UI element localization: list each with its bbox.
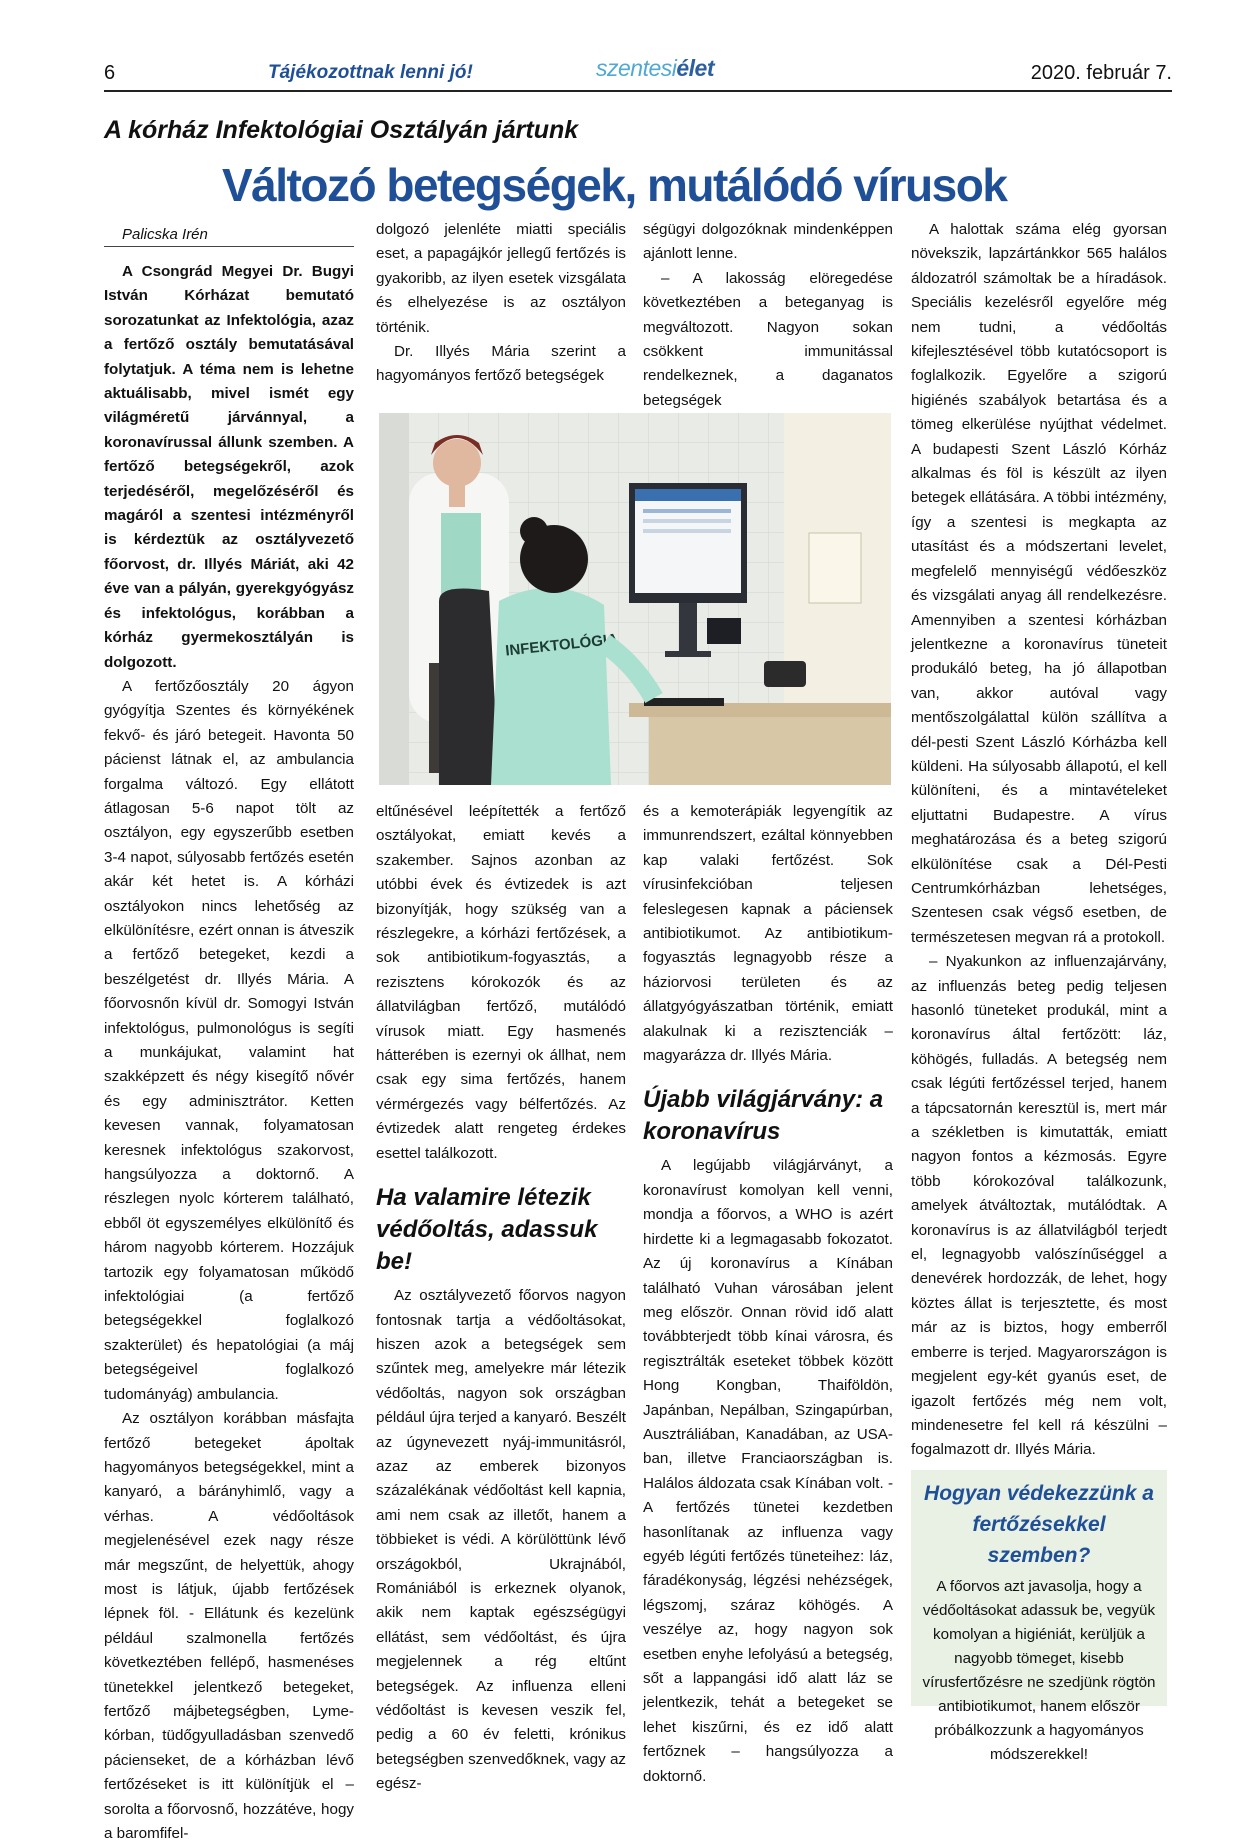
subheading: Ha valamire létezik védőoltás, adassuk be!: [376, 1184, 598, 1276]
shirt-lettering: INFEKTOLÓGIA: [504, 630, 619, 660]
paragraph: – Nyakunkon az influenzajárvány, az influenzás beteg pedig teljesen hasonló tüneteket produkál, mint a koronavírus által fertőzött: láz, köhögés, fulladás. A betegség nem csak légúti fertőzéssel terjed, hanem a tápcsatornán keresztül is, mert már a székletben is kimutatták, emiatt nagyon fontos a kézmosás. Egyre több kórokozóval találkozunk, amelyek átváltoztak, mutálódtak. A koronavírus is az állatvilágból terjedt el, legnagyobb valószínűséggel a denevérek hordozzák, de lehet, hogy köztes állat is terjesztette, és most már az is biztos, hogy emberről emberre is terjed. Magyarországon is megjelent egy-két gyanús eset, de igazolt fertőzés még nem volt, mindenesetre fel kell rá készülni – fogalmazott dr. Illyés Mária.: [911, 953, 1167, 1459]
paragraph: dolgozó jelenléte miatti speciális eset, a papagájkór jellegű fertőzés is gyakoribb, az ilyen esetek vizsgálata és elhelyezése is az osztályon történik.: [376, 221, 626, 336]
paragraph: Az osztályon korábban másfajta fertőző betegeket ápoltak hagyományos betegségekkel, mint a kanyaró, a bárányhimlő, vagy a vérhas. A védőoltások megjelenésével ezek nagy része már megszűnt, de helyettük, ahogy most is látjuk, újabb fertőzések lépnek föl. - Ellátunk és kezelünk például szalmonella fertőzés következtében fellépő, hasmenéses tünetekkel jelentkező betegeket, fertőző májbetegségben, Lyme-kórban, tüdőgyulladásban szenvedő pácienseket, de a kórházban lévő fertőzéseket is itt különítjük el – sorolta a főorvosnő, hozzátéve, hogy a baromfifel-: [104, 1410, 354, 1842]
author-byline: Palicska Irén: [104, 224, 354, 247]
subheading: Újabb világjárvány: a koronavírus: [643, 1086, 884, 1146]
paragraph: Az osztályvezető főorvos nagyon fontosnak tartja a védőoltásokat, hiszen azok a betegségek sem szűntek meg, amelyekre már létezik védőoltás, nagyon sok országban például újra terjed a kanyaró. Beszélt az úgynevezett nyáj-immunitásról, azaz az emberek bizonyos százalékának védőoltást kell kapnia, ami nem csak az illetőt, hanem a többieket is védi. A körülöttünk lévő országokból, Ukrajnából, Romániából is erkeznek olyanok, akik nem kaptak egészségügyi ellátást, sem védőoltást, és újra megjelennek a rég eltűnt betegségek. Az influenza elleni védőoltást is kevesen veszik fel, pedig a 60 év feletti, krónikus betegségben szenvedőknek, vagy az egész-: [376, 1287, 626, 1793]
column-4: [911, 218, 1167, 1458]
tips-box-title: Hogyan védekezzünk a fertőzésekkel szemben?: [924, 1482, 1154, 1567]
article-photo: [379, 413, 891, 785]
column-3-top: [643, 218, 893, 409]
logo-part2: élet: [676, 55, 715, 81]
paragraph: ségügyi dolgozóknak mindenképpen ajánlott lenne.: [643, 221, 893, 263]
logo-part1: szentesi: [596, 55, 677, 81]
article-headline: Változó betegségek, mutálódó vírusok: [222, 159, 1007, 211]
lead-paragraph: A Csongrád Megyei Dr. Bugyi István Kórházat bemutató sorozatunkat az Infektológia, azaz a fertőző osztály bemutatásával folytatjuk. A téma nem is lehetne aktuálisabb, mivel ismét egy világméretű járvánnyal, a koronavírussal állunk szemben. A fertőző betegségekről, azok terjedéséről, megelőzéséről és magáról a szentesi intézményről is kérdeztük az osztályvezető főorvost, dr. Illyés Máriát, aki 42 éve van a pályán, gyerekgyógyász és infektológus, korábban a kórház gyermekosztályán is dolgozott.: [104, 263, 354, 671]
paragraph: A legújabb világjárványt, a koronavírust komolyan kell venni, mondja a főorvos, a WHO is azért hirdette ki a legmagasabb fokozatot. Az új koronavírus a Kínában található Vuhan városában jelent meg először. Onnan rövid idő alatt továbbterjedt több kínai városra, és regisztrálták eseteket többek között Hong Kongban, Thaiföldön, Japánban, Nepálban, Szingapúrban, Ausztráliában, Kanadában, az USA-ban, illetve Franciaországban is. Halálos áldozata csak Kínában volt. - A fertőzés tünetei kezdetben hasonlítanak az influenza vagy egyéb légúti fertőzés tüneteihez: láz, fáradékonyság, légzési nehézségek, légszomj, száraz köhögés. A veszélye az, hogy nagyon sok esetben enyhe lefolyású a betegség, sőt a lappangási idő alatt láz se jelentkezik, tehát a betegeket se lehet kiszűrni, és ez idő alatt fertőznek – hangsúlyozza a doktornő.: [643, 1157, 893, 1785]
tips-box: [911, 1470, 1167, 1763]
page-number: 6: [104, 62, 116, 84]
header-divider: [104, 90, 1172, 92]
tips-box-body: A főorvos azt javasolja, hogy a védőoltásokat adassuk be, vegyük komolyan a higiéniát, kerüljük a nagyobb tömeget, kisebb vírusfertőzésre ne szedjünk rögtön antibiotikumot, hanem először próbálkozzunk a hagyományos módszerekkel!: [922, 1578, 1156, 1763]
column-2-top: [376, 218, 626, 390]
column-2-bottom: [376, 800, 626, 1793]
header-slogan: Tájékozottnak lenni jó!: [268, 62, 473, 83]
newspaper-logo: [596, 55, 714, 82]
article-kicker: A kórház Infektológiai Osztályán jártunk: [104, 116, 579, 144]
photo-illustration: [379, 413, 891, 785]
issue-date: 2020. február 7.: [1030, 62, 1172, 84]
paragraph: A halottak száma elég gyorsan növekszik, lapzártánkkor 565 halálos áldozatról számoltak be a híradások. Speciális kezelésről egyelőre még nem tudni, a védőoltás kifejlesztésével több kutatócsoport is foglalkozik. Egyelőre a szigorú higiénés szabályok betartása és a tömeg elkerülése nyújthat védelmet. A budapesti Szent László Kórház alkalmas és föl is készült az ilyen betegek ellátására. A többi intézmény, így a szentesi is megkapta az utasítást és a módszertani levelet, megfelelő mennyiségű védőeszköz és vizsgálati anyag áll rendelkezésre. Amennyiben a szentesi kórházban jelentkezne a koronavírus tüneteit produkáló beteg, ha jó állapotban van, akkor autóval vagy mentőszolgálattal külön szállítva a dél-pesti Szent László Kórházba kell küldeni. Ha súlyosabb állapotú, el kell különíteni, és a mintavételeket eljuttatni Budapestre. A vírus meghatározása és a beteg szigorú elkülönítése csak a Dél-Pesti Centrumkórházban lehetséges, Szentesen csak végső esetben, de természetesen megvan rá a protokoll.: [911, 221, 1167, 946]
paragraph: – A lakosság elöregedése következtében a beteganyag is megváltozott. Nagyon sokan csökkent immunitással rendelkeznek, a daganatos betegségek: [643, 269, 893, 409]
paragraph: és a kemoterápiák legyengítik az immunrendszert, ezáltal könnyebben kap valaki fertőzést. Sok vírusinfekcióban teljesen feleslegesen kapnak a páciensek antibiotikumot. Az antibiotikum-fogyasztás legnagyobb része a háziorvosi területen és az állatgyógyászatban történik, emiatt alakulnak ki a rezisztenciák – magyarázza dr. Illyés Mária.: [643, 803, 893, 1065]
paragraph: A fertőzőosztály 20 ágyon gyógyítja Szentes és környékének fekvő- és járó betegeit. Havonta 50 pácienst látnak el, az ambulancia forgalma változó. Egy ellátott átlagosan 5-6 napot tölt az osztályon, egy egyszerűbb esetben 3-4 napot, súlyosabb fertőzés esetén akár két hetet is. A kórházi osztályokon nincs lehetőség az elkülönítésre, ezért onnan is átveszik a fertőző betegeket, kezdi a beszélgetést dr. Illyés Mária. A főorvosnőn kívül dr. Somogyi István infektológus, pulmonológus is segíti a munkájukat, valamint hat szakképzett és négy kisegítő nővér és egy adminisztrátor. Ketten kevesen vannak, folyamatosan keresnek infektológus szakorvost, hangsúlyozza a doktornő. A részlegen nyolc kórterem található, ebből öt egyszemélyes elkülönítő és három nagyobb kórterem. Hozzájuk tartozik egy folyamatosan működő infektológiai (a fertőző betegségekkel foglalkozó szakterület) és hepatológiai (a máj betegségeivel foglalkozó tudományág) ambulancia.: [104, 677, 354, 1403]
column-1: [104, 260, 354, 1842]
paragraph: eltűnésével leépítették a fertőző osztályokat, emiatt kevés a szakember. Sajnos azonban az utóbbi évek és évtizedek is azt bizonyítják, hogy szükség van a részlegekre, a kórházi fertőzések, a sok antibiotikum-fogyasztás, a rezisztens kórokozók és az állatvilágban fertőző, mutálódó vírusok miatt. Egy hasmenés hátterében is ezernyi ok állhat, nem csak egy sima fertőzés, hanem vérmérgezés vagy bélfertőzés. Az évtizedek alatt rengeteg érdekes esettel találkozott.: [376, 803, 626, 1162]
paragraph: Dr. Illyés Mária szerint a hagyományos fertőző betegségek: [376, 343, 626, 385]
column-3-bottom: [643, 800, 893, 1785]
